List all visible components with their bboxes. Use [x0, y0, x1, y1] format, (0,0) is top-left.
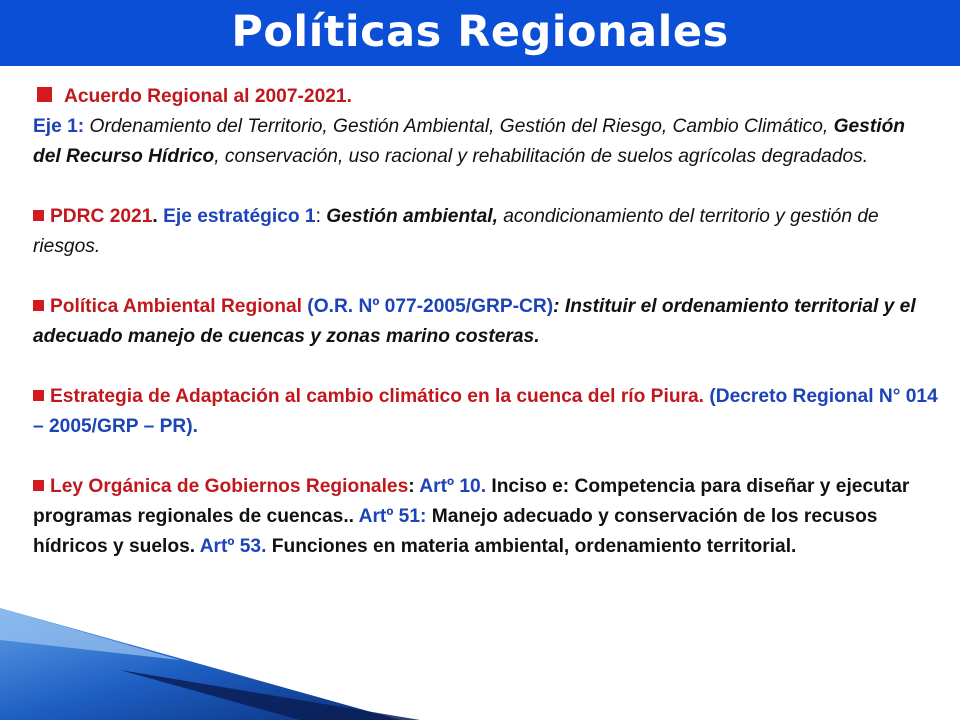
square-bullet-icon: [37, 87, 52, 102]
item-heading: Política Ambiental Regional: [50, 296, 302, 317]
item-emphasis: Gestión del Recurso Hídrico: [33, 116, 906, 167]
list-item: [33, 472, 938, 562]
item-heading-line: [33, 82, 938, 112]
item-heading: Acuerdo Regional al 2007-2021.: [64, 86, 352, 107]
square-bullet-icon: [33, 210, 44, 221]
article-ref: Artº 51:: [358, 506, 427, 527]
item-reference: (O.R. Nº 077-2005/GRP-CR): [301, 296, 554, 317]
list-item: [33, 82, 938, 172]
item-punct: :: [553, 296, 565, 317]
item-text: Funciones en materia ambiental, ordenamiento territorial.: [266, 536, 797, 557]
item-text: acondicionamiento del territorio y gestión de riesgos.: [33, 206, 879, 257]
item-text: Manejo adecuado y conservación de los recusos hídricos y suelos.: [33, 506, 878, 557]
item-text: , conservación, uso racional y rehabilitación de suelos agrícolas degradados.: [214, 146, 869, 167]
eje-label: Eje 1:: [33, 116, 85, 137]
item-text: Inciso e: Competencia para diseñar y ejecutar programas regionales de cuencas..: [33, 476, 910, 527]
item-text: Ordenamiento del Territorio, Gestión Ambiental, Gestión del Riesgo, Cambio Climático,: [84, 116, 829, 137]
page-title: Políticas Regionales: [231, 7, 729, 57]
list-item: [33, 292, 938, 352]
item-emphasis: Instituir el ordenamiento territorial y el adecuado manejo de cuencas y zonas marino costeras.: [33, 296, 916, 347]
item-heading: Ley Orgánica de Gobiernos Regionales: [50, 476, 409, 497]
item-punct: .: [152, 206, 158, 227]
square-bullet-icon: [33, 300, 44, 311]
item-punct: :: [315, 206, 327, 227]
item-emphasis: Gestión ambiental,: [326, 206, 498, 227]
article-ref: Artº 53.: [199, 536, 267, 557]
item-punct: :: [408, 476, 420, 497]
square-bullet-icon: [33, 390, 44, 401]
eje-label: Eje estratégico 1: [157, 206, 316, 227]
title-banner: [0, 0, 960, 66]
list-item: [33, 202, 938, 262]
item-heading: PDRC 2021: [50, 206, 153, 227]
item-reference: (Decreto Regional N° 014 – 2005/GRP – PR).: [33, 386, 938, 437]
item-heading: Estrategia de Adaptación al cambio climático en la cuenca del río Piura.: [50, 386, 705, 407]
article-ref: Artº 10.: [419, 476, 487, 497]
policy-list: [33, 82, 938, 592]
decorative-swoosh: [0, 600, 960, 720]
square-bullet-icon: [33, 480, 44, 491]
list-item: [33, 382, 938, 442]
